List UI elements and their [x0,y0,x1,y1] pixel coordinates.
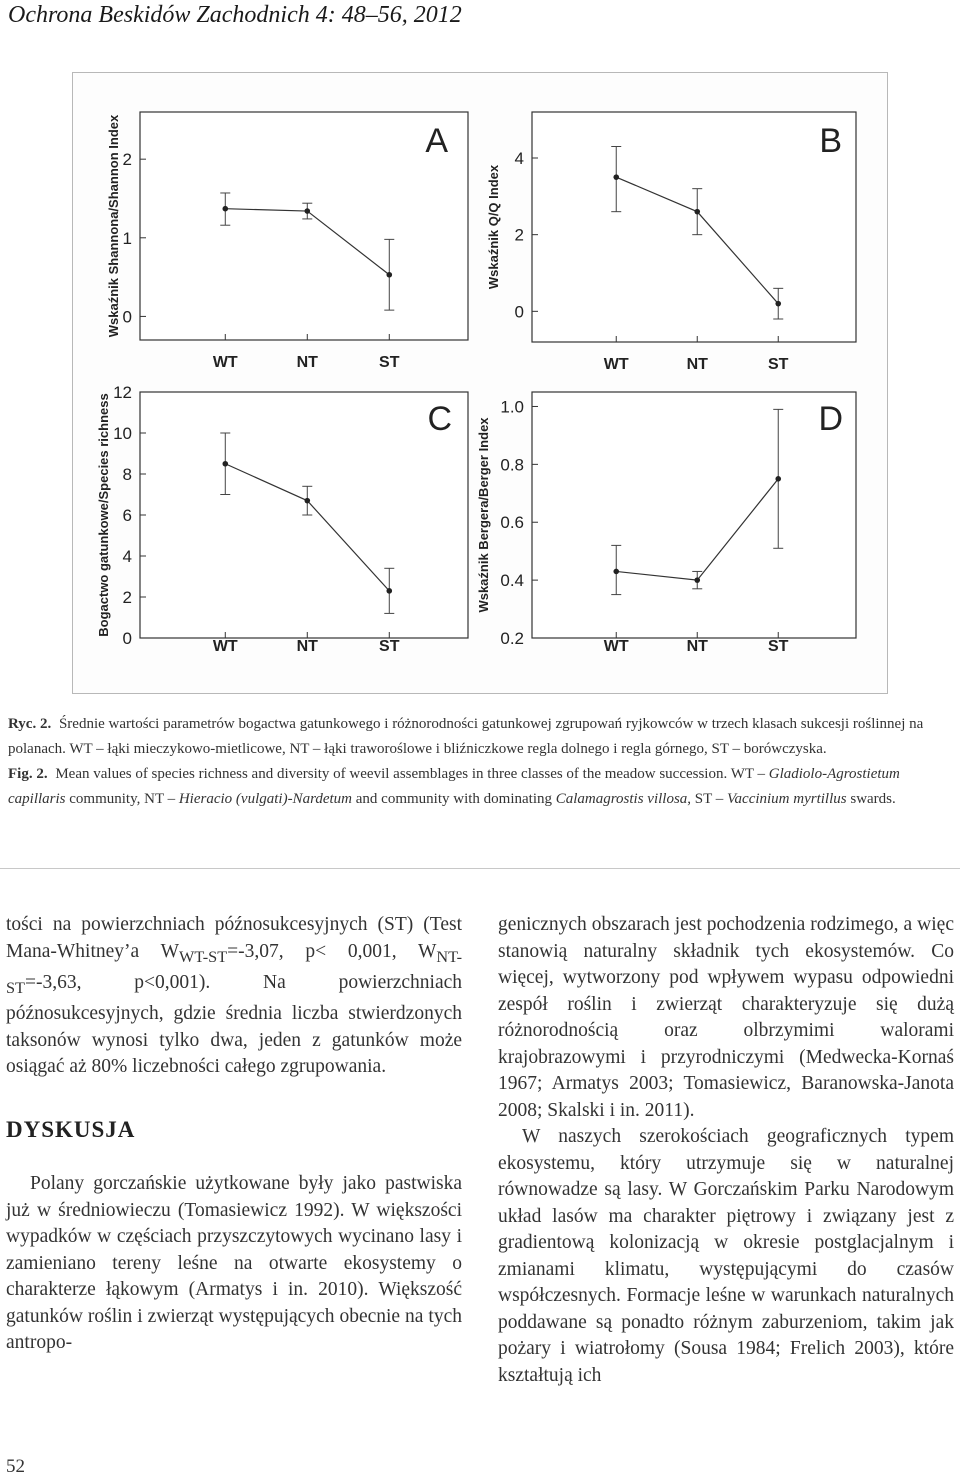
y-tick-label-c: 2 [122,588,132,607]
caption-ryc-text: Średnie wartości parametrów bogactwa gatunkowego i różnorodności gatunkowej zgrupowań ryjkowców w trzech klasach sukcesji roślinnej na polanach. WT – łąki mieczykowo-mietlicowe, NT – łąki traworoślowe i bliźniczkowe regla dolnego i regla górnego, ST – borówczyska. [8,716,924,757]
y-tick-label-c: 8 [122,465,132,484]
data-point-a [304,208,310,214]
x-tick-label-b: NT [686,356,708,373]
subscript: WT-ST [178,947,228,966]
figure-caption [8,712,956,812]
body-text: =-3,07, p< 0,001, W [227,940,437,962]
caption-fig-text: Mean values of species richness and diversity of weevil assemblages in three classes of the meadow succession. WT – [55,766,769,782]
data-point-b [613,174,619,180]
page-number: 52 [6,1456,25,1477]
caption-fig-text: community, NT – [65,791,179,807]
x-tick-label-d: NT [686,638,708,655]
caption-fig-label: Fig. 2. [8,766,48,782]
y-axis-label-b: Wskaźnik Q/Q Index [486,164,501,290]
x-tick-label-d: ST [768,638,789,655]
caption-ryc-label: Ryc. 2. [8,716,52,732]
body-paragraph: genicznych obszarach jest pochodzenia rodzimego, a więc stanowią naturalny składnik tych ekosystemów. Co więcej, wytworzony pod wpływem wypasu odpowiedni zespół roślin i zwierząt charakteryzuje się dużą różnorodnością oraz olbrzymimi walorami krajobrazowymi i przyrodniczymi (Medwecka-Kornaś 1967; Armatys 2003; Tomasiewicz, Baranowska-Janota 2008; Skalski i in. 2011). [498,914,954,1121]
body-paragraph [6,912,462,1081]
panel-letter-c: C [427,400,452,438]
y-tick-label-d: 0.8 [500,455,524,475]
figure-2-charts [0,0,960,700]
plot-area-b [532,112,856,342]
y-tick-label-d: 0.6 [500,513,524,533]
subscript: NT-ST [6,947,462,997]
caption-english [8,762,956,812]
x-tick-label-d: WT [603,638,629,655]
data-point-c [222,461,228,467]
x-tick-label-c: ST [379,638,400,655]
caption-species-name: Gladiolo-Agrostietum capillaris [8,766,900,807]
x-tick-label-b: ST [768,356,789,373]
caption-species-name: Hieracio (vulgati)-Nardetum [178,791,353,807]
data-point-c [386,588,392,594]
y-tick-label-c: 10 [113,424,132,443]
data-point-b [694,209,700,215]
plot-area-d [532,392,856,638]
caption-species-name: Calamagrostis villosa [555,791,688,807]
y-axis-label-a: Wskaźnik Shannona/Shannon Index [106,114,121,338]
data-point-a [386,272,392,278]
section-divider [0,868,960,869]
y-tick-label-c: 12 [113,383,132,402]
y-tick-label-b: 2 [514,225,524,245]
y-tick-label-c: 4 [122,547,132,566]
left-column [6,912,462,1357]
data-point-d [613,569,619,575]
y-tick-label-a: 0 [122,307,132,327]
body-text: =-3,63, p<0,001). Na powierzchniach późnosukcesyjnych, gdzie średnia liczba stwierdzonych taksonów wynosi tylko dwa, jeden z gatunków może osiągać aż 80% liczebności całego zgrupowania. [6,971,462,1078]
y-axis-label-c: Bogactwo gatunkowe/Species richness [96,393,111,637]
data-point-b [775,301,781,307]
panel-letter-b: B [819,122,842,160]
plot-area-a [140,112,468,340]
x-tick-label-c: NT [296,638,318,655]
y-tick-label-d: 0.2 [500,629,524,648]
data-point-d [694,577,700,583]
x-tick-label-a: WT [212,354,238,371]
data-point-d [775,476,781,482]
y-axis-label-d: Wskaźnik Bergera/Berger Index [476,417,491,613]
y-tick-label-d: 1.0 [500,397,524,417]
caption-polish [8,712,956,762]
data-point-c [304,498,310,504]
right-column [498,912,954,1389]
y-tick-label-a: 2 [122,150,132,170]
y-tick-label-a: 1 [122,228,132,248]
x-tick-label-c: WT [212,638,238,655]
body-paragraph: Polany gorczańskie użytkowane były jako pastwiska już w średniowieczu (Tomasiewicz 1992). W większości wypadków w częściach przyszczytowych wycinano lasy i zamieniano tereny leśne na otwarte ekosystemy o charakterze łąkowym (Armatys i in. 2010). Większość gatunków roślin i zwierząt występujących obecnie na tych antropo- [6,1173,462,1354]
x-tick-label-b: WT [603,356,629,373]
y-tick-label-c: 0 [122,629,132,648]
body-text: tości na powierzchniach późnosukcesyjnych (ST) (Test Mana-Whitney’a W [6,914,462,962]
y-tick-label-b: 4 [514,149,524,168]
section-heading: DYSKUSJA [6,1116,136,1142]
caption-fig-text: and community with dominating [352,791,556,807]
panel-letter-d: D [818,400,843,438]
panel-letter-a: A [425,122,448,160]
caption-fig-text: swards. [846,791,896,807]
y-tick-label-d: 0.4 [500,571,524,591]
x-tick-label-a: NT [296,354,318,371]
y-tick-label-b: 0 [514,302,524,322]
caption-fig-text: , ST – [687,791,728,807]
data-point-a [222,206,228,212]
caption-species-name: Vaccinium myrtillus [727,791,847,807]
body-paragraph: W naszych szerokościach geograficznych typem ekosystemu, który utrzymuje się w naturalnej równowadze są lasy. W Gorczańskim Parku Narodowym układ lasów ma charakter piętrowy i związany jest z gradientową kolonizacją w okresie postglacjalnym i zmianami klimatu, występującymi do czasów współczesnych. Formacje leśne w warunkach naturalnych poddawane są ponadto różnym zaburzeniom, takim jak pożary i wiatrołomy (Sousa 1984; Frelich 2003), które kształtują ich [498,1126,954,1386]
x-tick-label-a: ST [379,354,400,371]
y-tick-label-c: 6 [122,506,132,525]
journal-header: Ochrona Beskidów Zachodnich 4: 48–56, 2012 [8,2,462,28]
